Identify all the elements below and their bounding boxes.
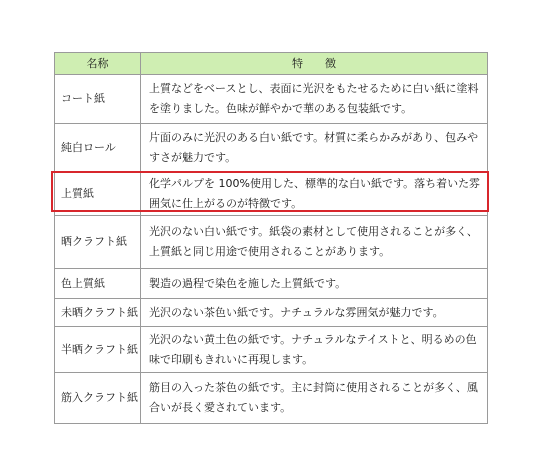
row-description: 製造の過程で染色を施した上質紙です。: [141, 269, 488, 298]
paper-types-table: [54, 52, 488, 424]
row-description: 化学パルプを 100%使用した、標準的な白い紙です。落ち着いた雰囲気に仕上がるのが特徴です。: [141, 172, 488, 215]
header-name: 名称: [55, 53, 141, 74]
table-row: [55, 216, 488, 269]
table-row: [55, 373, 488, 424]
table-header-row: [55, 53, 488, 75]
row-description: 筋目の入った茶色の紙です。主に封筒に使用されることが多く、風合いが長く愛されています。: [141, 373, 488, 423]
row-description: 光沢のない茶色い紙です。ナチュラルな雰囲気が魅力です。: [141, 299, 488, 326]
row-name: 純白ロール: [55, 124, 141, 171]
row-description: 上質などをベースとし、表面に光沢をもたせるために白い紙に塗料を塗りました。色味が鮮やかで華のある包装紙です。: [141, 75, 488, 123]
row-description: 片面のみに光沢のある白い紙です。材質に柔らかみがあり、包みやすさが魅力です。: [141, 124, 488, 171]
table-row: [55, 75, 488, 124]
table-row: [55, 124, 488, 172]
row-description: 光沢のない白い紙です。紙袋の素材として使用されることが多く、上質紙と同じ用途で使用されることがあります。: [141, 216, 488, 268]
row-name: 上質紙: [55, 172, 141, 215]
row-name: 晒クラフト紙: [55, 216, 141, 268]
table-row: [55, 269, 488, 299]
row-name: 未晒クラフト紙: [55, 299, 141, 326]
row-name: 筋入クラフト紙: [55, 373, 141, 423]
table-row-highlighted: [55, 172, 488, 216]
row-name: 色上質紙: [55, 269, 141, 298]
row-name: 半晒クラフト紙: [55, 327, 141, 372]
row-name: コート紙: [55, 75, 141, 123]
table-row: [55, 327, 488, 373]
table-row: [55, 299, 488, 327]
row-description: 光沢のない黄土色の紙です。ナチュラルなテイストと、明るめの色味で印刷もきれいに再現します。: [141, 327, 488, 372]
header-feature: 特 徴: [141, 53, 488, 74]
